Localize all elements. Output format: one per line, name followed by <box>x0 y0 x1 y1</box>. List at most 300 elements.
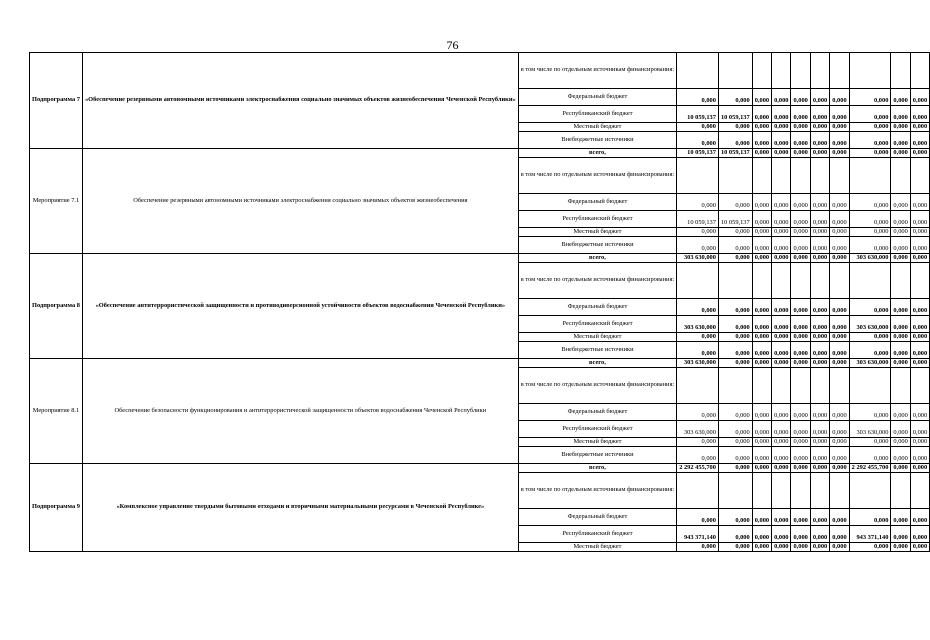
amount-cell: 0,000 <box>810 404 829 421</box>
amount-cell <box>849 263 891 299</box>
amount-cell: 0,000 <box>810 123 829 132</box>
amount-cell <box>791 53 810 89</box>
amount-cell: 0,000 <box>772 194 791 211</box>
amount-cell: 303 630,000 <box>849 421 891 438</box>
amount-cell: 0,000 <box>772 464 791 473</box>
table-row <box>30 53 930 89</box>
amount-cell: 0,000 <box>752 149 771 158</box>
amount-cell: 0,000 <box>718 543 752 552</box>
amount-cell: 0,000 <box>910 543 929 552</box>
amount-cell: 0,000 <box>830 254 849 263</box>
amount-cell: 0,000 <box>849 237 891 254</box>
amount-cell: 0,000 <box>718 228 752 237</box>
amount-cell: 0,000 <box>910 438 929 447</box>
funding-source-label: Республиканский бюджет <box>518 106 676 123</box>
amount-cell: 0,000 <box>718 404 752 421</box>
amount-cell: 0,000 <box>891 316 910 333</box>
amount-cell: 0,000 <box>772 333 791 342</box>
amount-cell: 0,000 <box>849 194 891 211</box>
amount-cell <box>830 473 849 509</box>
amount-cell: 0,000 <box>791 237 810 254</box>
amount-cell: 0,000 <box>891 106 910 123</box>
amount-cell: 0,000 <box>891 194 910 211</box>
amount-cell: 0,000 <box>677 299 719 316</box>
amount-cell: 0,000 <box>718 342 752 359</box>
section-name: Обеспечение резервными автономными источниками электроснабжения социально значимых объектов жизнеобеспечения <box>82 149 518 254</box>
amount-cell: 0,000 <box>810 333 829 342</box>
amount-cell: 303 630,000 <box>849 359 891 368</box>
funding-source-label: Республиканский бюджет <box>518 421 676 438</box>
funding-source-label: в том числе по отдельным источникам финансирования: <box>518 158 676 194</box>
amount-cell: 0,000 <box>810 316 829 333</box>
amount-cell <box>891 263 910 299</box>
amount-cell: 0,000 <box>772 421 791 438</box>
funding-source-label: Внебюджетные источники <box>518 132 676 149</box>
amount-cell: 10 059,137 <box>718 211 752 228</box>
amount-cell: 0,000 <box>849 228 891 237</box>
amount-cell: 0,000 <box>910 237 929 254</box>
amount-cell: 0,000 <box>752 106 771 123</box>
amount-cell: 0,000 <box>791 543 810 552</box>
amount-cell: 0,000 <box>772 438 791 447</box>
amount-cell: 0,000 <box>891 359 910 368</box>
amount-cell: 0,000 <box>910 89 929 106</box>
amount-cell <box>849 53 891 89</box>
amount-cell: 0,000 <box>849 89 891 106</box>
budget-table-body <box>30 53 930 552</box>
amount-cell: 0,000 <box>791 359 810 368</box>
funding-source-label: Федеральный бюджет <box>518 509 676 526</box>
amount-cell: 0,000 <box>752 254 771 263</box>
amount-cell <box>718 53 752 89</box>
amount-cell: 0,000 <box>791 211 810 228</box>
amount-cell: 0,000 <box>891 237 910 254</box>
amount-cell <box>718 158 752 194</box>
amount-cell: 0,000 <box>791 509 810 526</box>
section-title: Подпрограмма 8 <box>30 254 83 359</box>
amount-cell: 0,000 <box>830 333 849 342</box>
amount-cell <box>830 53 849 89</box>
amount-cell <box>849 158 891 194</box>
amount-cell <box>718 473 752 509</box>
amount-cell: 0,000 <box>910 404 929 421</box>
amount-cell: 0,000 <box>772 543 791 552</box>
amount-cell: 0,000 <box>810 237 829 254</box>
amount-cell <box>810 53 829 89</box>
amount-cell: 0,000 <box>830 89 849 106</box>
amount-cell: 0,000 <box>830 132 849 149</box>
budget-table <box>29 52 930 552</box>
amount-cell: 0,000 <box>718 447 752 464</box>
amount-cell: 0,000 <box>849 342 891 359</box>
amount-cell <box>910 53 929 89</box>
funding-source-label: Местный бюджет <box>518 438 676 447</box>
amount-cell <box>910 263 929 299</box>
amount-cell: 0,000 <box>677 194 719 211</box>
amount-cell: 0,000 <box>677 132 719 149</box>
amount-cell: 0,000 <box>791 89 810 106</box>
amount-cell: 0,000 <box>791 333 810 342</box>
amount-cell: 0,000 <box>772 106 791 123</box>
amount-cell <box>830 158 849 194</box>
amount-cell: 0,000 <box>718 194 752 211</box>
funding-source-label: в том числе по отдельным источникам финансирования: <box>518 263 676 299</box>
amount-cell: 0,000 <box>891 123 910 132</box>
funding-source-label: Федеральный бюджет <box>518 299 676 316</box>
amount-cell: 0,000 <box>791 464 810 473</box>
amount-cell: 0,000 <box>772 404 791 421</box>
amount-cell: 0,000 <box>677 228 719 237</box>
amount-cell: 0,000 <box>772 342 791 359</box>
amount-cell: 0,000 <box>891 333 910 342</box>
amount-cell: 0,000 <box>718 359 752 368</box>
amount-cell: 0,000 <box>718 333 752 342</box>
amount-cell: 0,000 <box>752 194 771 211</box>
amount-cell: 0,000 <box>752 509 771 526</box>
amount-cell: 0,000 <box>830 342 849 359</box>
amount-cell: 0,000 <box>891 543 910 552</box>
amount-cell: 0,000 <box>849 106 891 123</box>
amount-cell: 0,000 <box>849 333 891 342</box>
amount-cell: 0,000 <box>772 211 791 228</box>
amount-cell: 0,000 <box>810 447 829 464</box>
section-title: Подпрограмма 7 <box>30 53 83 149</box>
amount-cell: 0,000 <box>772 316 791 333</box>
amount-cell: 0,000 <box>891 89 910 106</box>
amount-cell: 0,000 <box>772 447 791 464</box>
amount-cell: 0,000 <box>752 211 771 228</box>
amount-cell: 0,000 <box>772 89 791 106</box>
section-name: «Обеспечение резервными автономными источниками электроснабжения социально значимых объектов жизнеобеспечения Чеченской Республики» <box>82 53 518 149</box>
amount-cell: 0,000 <box>752 316 771 333</box>
funding-source-label: Местный бюджет <box>518 543 676 552</box>
amount-cell: 0,000 <box>752 438 771 447</box>
amount-cell: 0,000 <box>791 132 810 149</box>
amount-cell <box>849 368 891 404</box>
amount-cell: 0,000 <box>752 543 771 552</box>
amount-cell: 0,000 <box>810 438 829 447</box>
amount-cell: 0,000 <box>752 404 771 421</box>
amount-cell: 0,000 <box>752 447 771 464</box>
amount-cell <box>772 473 791 509</box>
amount-cell: 0,000 <box>830 299 849 316</box>
amount-cell: 303 630,000 <box>677 359 719 368</box>
amount-cell: 0,000 <box>830 211 849 228</box>
amount-cell: 0,000 <box>810 132 829 149</box>
amount-cell: 0,000 <box>718 526 752 543</box>
amount-cell <box>810 263 829 299</box>
amount-cell: 0,000 <box>830 237 849 254</box>
amount-cell: 943 371,140 <box>849 526 891 543</box>
amount-cell: 0,000 <box>910 421 929 438</box>
amount-cell: 0,000 <box>718 299 752 316</box>
amount-cell: 0,000 <box>772 237 791 254</box>
amount-cell: 0,000 <box>830 543 849 552</box>
table-row <box>30 254 930 263</box>
amount-cell: 0,000 <box>891 404 910 421</box>
funding-source-label: Республиканский бюджет <box>518 211 676 228</box>
amount-cell: 0,000 <box>849 447 891 464</box>
section-title: Подпрограмма 9 <box>30 464 83 552</box>
amount-cell <box>910 368 929 404</box>
amount-cell: 0,000 <box>830 526 849 543</box>
amount-cell: 0,000 <box>791 123 810 132</box>
amount-cell: 10 059,137 <box>677 149 719 158</box>
amount-cell: 0,000 <box>791 447 810 464</box>
amount-cell: 2 292 455,700 <box>677 464 719 473</box>
amount-cell: 0,000 <box>910 342 929 359</box>
amount-cell: 0,000 <box>810 526 829 543</box>
amount-cell: 0,000 <box>677 447 719 464</box>
amount-cell: 0,000 <box>830 228 849 237</box>
amount-cell: 0,000 <box>849 404 891 421</box>
amount-cell <box>910 473 929 509</box>
amount-cell: 0,000 <box>830 447 849 464</box>
amount-cell: 0,000 <box>791 106 810 123</box>
funding-source-label: Федеральный бюджет <box>518 89 676 106</box>
amount-cell <box>752 368 771 404</box>
amount-cell: 0,000 <box>752 123 771 132</box>
amount-cell: 0,000 <box>891 132 910 149</box>
funding-source-label: Внебюджетные источники <box>518 447 676 464</box>
amount-cell: 0,000 <box>830 106 849 123</box>
amount-cell: 0,000 <box>830 421 849 438</box>
funding-source-label: в том числе по отдельным источникам финансирования: <box>518 473 676 509</box>
amount-cell <box>849 473 891 509</box>
amount-cell: 0,000 <box>830 438 849 447</box>
amount-cell: 0,000 <box>891 509 910 526</box>
amount-cell: 0,000 <box>752 228 771 237</box>
amount-cell: 0,000 <box>810 228 829 237</box>
amount-cell: 0,000 <box>891 447 910 464</box>
section-name: «Обеспечение антитеррористической защищенности и противодиверсионной устойчивости объектов водоснабжения Чеченской Республики» <box>82 254 518 359</box>
amount-cell: 0,000 <box>752 359 771 368</box>
amount-cell: 0,000 <box>910 228 929 237</box>
amount-cell: 0,000 <box>752 89 771 106</box>
amount-cell: 0,000 <box>752 421 771 438</box>
amount-cell <box>772 263 791 299</box>
amount-cell <box>830 368 849 404</box>
amount-cell: 0,000 <box>891 464 910 473</box>
amount-cell: 0,000 <box>791 342 810 359</box>
funding-source-label: в том числе по отдельным источникам финансирования: <box>518 53 676 89</box>
amount-cell: 0,000 <box>830 149 849 158</box>
amount-cell: 0,000 <box>910 211 929 228</box>
amount-cell <box>810 158 829 194</box>
amount-cell: 0,000 <box>810 299 829 316</box>
amount-cell: 0,000 <box>849 211 891 228</box>
amount-cell: 0,000 <box>677 89 719 106</box>
amount-cell: 0,000 <box>910 149 929 158</box>
funding-source-label: Федеральный бюджет <box>518 404 676 421</box>
amount-cell <box>791 158 810 194</box>
amount-cell: 0,000 <box>810 254 829 263</box>
table-row <box>30 464 930 473</box>
amount-cell: 0,000 <box>891 254 910 263</box>
amount-cell: 0,000 <box>910 464 929 473</box>
amount-cell: 0,000 <box>677 404 719 421</box>
amount-cell: 0,000 <box>772 149 791 158</box>
amount-cell: 0,000 <box>910 194 929 211</box>
amount-cell: 0,000 <box>910 106 929 123</box>
amount-cell: 0,000 <box>810 464 829 473</box>
amount-cell: 0,000 <box>849 543 891 552</box>
section-title: Мероприятие 8.1 <box>30 359 83 464</box>
amount-cell <box>677 368 719 404</box>
amount-cell: 0,000 <box>791 404 810 421</box>
amount-cell: 0,000 <box>677 237 719 254</box>
amount-cell: 0,000 <box>772 359 791 368</box>
amount-cell: 0,000 <box>718 132 752 149</box>
amount-cell: 0,000 <box>830 509 849 526</box>
amount-cell <box>772 158 791 194</box>
amount-cell: 0,000 <box>752 237 771 254</box>
amount-cell: 0,000 <box>910 132 929 149</box>
amount-cell: 303 630,000 <box>849 316 891 333</box>
amount-cell: 0,000 <box>849 149 891 158</box>
amount-cell: 10 059,137 <box>718 106 752 123</box>
amount-cell: 0,000 <box>810 509 829 526</box>
amount-cell: 0,000 <box>810 421 829 438</box>
amount-cell: 0,000 <box>891 421 910 438</box>
amount-cell: 0,000 <box>910 316 929 333</box>
amount-cell <box>810 473 829 509</box>
amount-cell: 0,000 <box>891 299 910 316</box>
amount-cell: 0,000 <box>718 254 752 263</box>
amount-cell <box>891 158 910 194</box>
funding-source-label: всего, <box>518 464 676 473</box>
funding-source-label: всего, <box>518 254 676 263</box>
amount-cell: 0,000 <box>772 299 791 316</box>
amount-cell: 0,000 <box>752 333 771 342</box>
funding-source-label: Федеральный бюджет <box>518 194 676 211</box>
table-row <box>30 359 930 368</box>
amount-cell: 0,000 <box>677 438 719 447</box>
page-number: 76 <box>446 38 459 52</box>
amount-cell <box>791 368 810 404</box>
amount-cell: 0,000 <box>772 123 791 132</box>
funding-source-label: Внебюджетные источники <box>518 237 676 254</box>
amount-cell: 0,000 <box>718 421 752 438</box>
funding-source-label: в том числе по отдельным источникам финансирования: <box>518 368 676 404</box>
amount-cell: 0,000 <box>772 228 791 237</box>
amount-cell: 0,000 <box>910 123 929 132</box>
amount-cell: 0,000 <box>810 543 829 552</box>
amount-cell <box>677 263 719 299</box>
amount-cell: 0,000 <box>677 342 719 359</box>
amount-cell: 303 630,000 <box>677 316 719 333</box>
amount-cell: 0,000 <box>810 106 829 123</box>
amount-cell: 0,000 <box>810 149 829 158</box>
funding-source-label: всего, <box>518 149 676 158</box>
amount-cell: 0,000 <box>791 228 810 237</box>
amount-cell: 0,000 <box>752 464 771 473</box>
amount-cell <box>772 368 791 404</box>
amount-cell: 0,000 <box>910 526 929 543</box>
amount-cell: 0,000 <box>772 526 791 543</box>
amount-cell <box>752 473 771 509</box>
amount-cell: 0,000 <box>891 149 910 158</box>
amount-cell: 10 059,137 <box>677 106 719 123</box>
amount-cell: 0,000 <box>752 342 771 359</box>
amount-cell <box>791 473 810 509</box>
amount-cell: 0,000 <box>791 194 810 211</box>
amount-cell: 0,000 <box>910 333 929 342</box>
amount-cell: 0,000 <box>791 438 810 447</box>
amount-cell: 10 059,137 <box>677 211 719 228</box>
amount-cell: 0,000 <box>849 123 891 132</box>
amount-cell: 0,000 <box>772 509 791 526</box>
funding-source-label: Республиканский бюджет <box>518 526 676 543</box>
amount-cell: 303 630,000 <box>849 254 891 263</box>
amount-cell <box>718 263 752 299</box>
amount-cell: 0,000 <box>677 123 719 132</box>
amount-cell: 0,000 <box>718 123 752 132</box>
amount-cell: 0,000 <box>810 342 829 359</box>
funding-source-label: Республиканский бюджет <box>518 316 676 333</box>
amount-cell: 0,000 <box>830 359 849 368</box>
amount-cell: 0,000 <box>752 526 771 543</box>
amount-cell: 0,000 <box>791 149 810 158</box>
amount-cell: 0,000 <box>910 299 929 316</box>
amount-cell: 0,000 <box>810 194 829 211</box>
amount-cell: 0,000 <box>718 316 752 333</box>
amount-cell: 0,000 <box>849 509 891 526</box>
amount-cell <box>810 368 829 404</box>
amount-cell <box>891 473 910 509</box>
amount-cell: 0,000 <box>791 421 810 438</box>
amount-cell: 0,000 <box>891 211 910 228</box>
amount-cell: 0,000 <box>891 342 910 359</box>
amount-cell: 0,000 <box>718 464 752 473</box>
amount-cell: 0,000 <box>791 316 810 333</box>
amount-cell: 0,000 <box>677 333 719 342</box>
funding-source-label: Внебюджетные источники <box>518 342 676 359</box>
amount-cell: 0,000 <box>910 447 929 464</box>
amount-cell: 0,000 <box>718 89 752 106</box>
amount-cell: 0,000 <box>718 237 752 254</box>
amount-cell: 10 059,137 <box>718 149 752 158</box>
amount-cell: 303 630,000 <box>677 254 719 263</box>
amount-cell: 0,000 <box>910 509 929 526</box>
funding-source-label: всего, <box>518 359 676 368</box>
funding-source-label: Местный бюджет <box>518 333 676 342</box>
amount-cell: 0,000 <box>910 254 929 263</box>
amount-cell: 0,000 <box>830 464 849 473</box>
amount-cell: 0,000 <box>910 359 929 368</box>
amount-cell: 303 630,000 <box>677 421 719 438</box>
amount-cell: 0,000 <box>849 299 891 316</box>
funding-source-label: Местный бюджет <box>518 228 676 237</box>
amount-cell: 2 292 455,700 <box>849 464 891 473</box>
funding-source-label: Местный бюджет <box>518 123 676 132</box>
amount-cell <box>752 158 771 194</box>
amount-cell <box>772 53 791 89</box>
amount-cell: 0,000 <box>791 254 810 263</box>
amount-cell: 0,000 <box>752 299 771 316</box>
amount-cell: 0,000 <box>772 254 791 263</box>
amount-cell: 0,000 <box>791 526 810 543</box>
amount-cell: 943 371,140 <box>677 526 719 543</box>
amount-cell: 0,000 <box>891 438 910 447</box>
amount-cell <box>791 263 810 299</box>
amount-cell <box>677 53 719 89</box>
amount-cell: 0,000 <box>830 123 849 132</box>
amount-cell: 0,000 <box>810 89 829 106</box>
amount-cell <box>677 158 719 194</box>
amount-cell: 0,000 <box>718 438 752 447</box>
section-name: Обеспечение безопасности функционирования и антитеррористической защищенности объектов водоснабжения Чеченской Республики <box>82 359 518 464</box>
